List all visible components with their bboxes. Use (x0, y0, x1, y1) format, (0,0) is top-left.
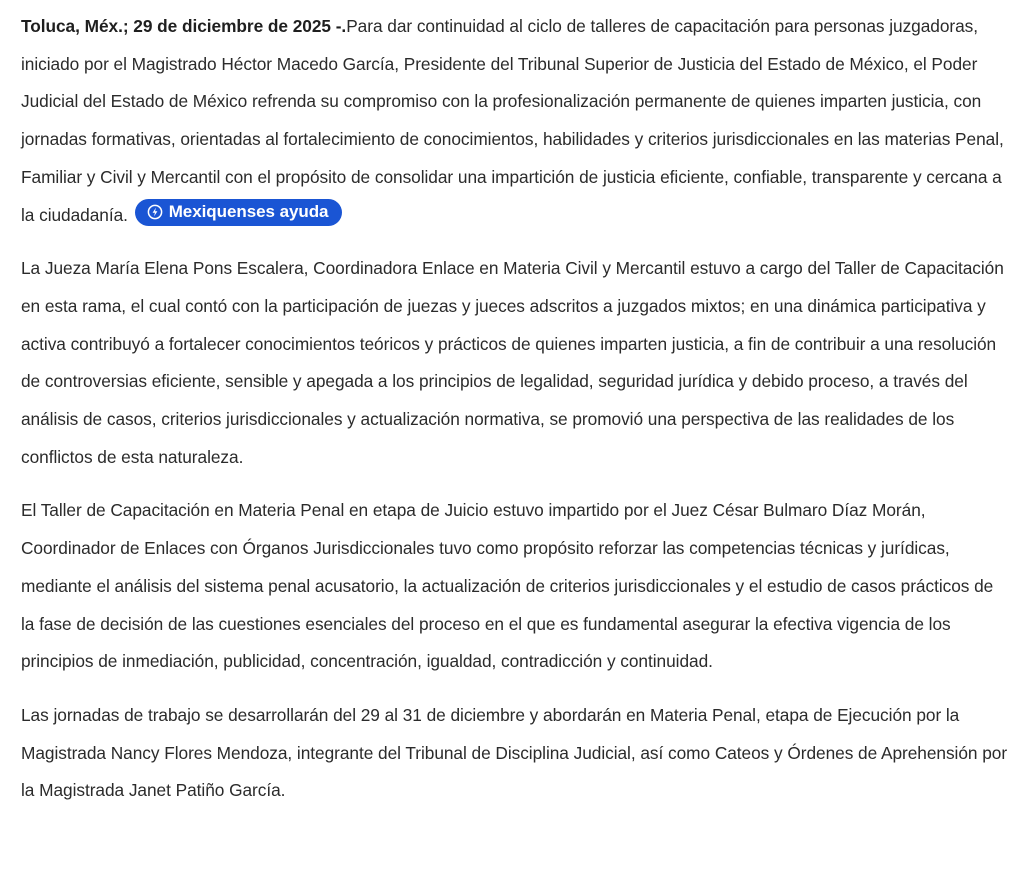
article-paragraph-1 (21, 8, 1010, 234)
mexiquenses-ayuda-button[interactable] (135, 199, 343, 226)
dateline: Toluca, Méx.; 29 de diciembre de 2025 -. (21, 16, 347, 36)
article-paragraph-3: El Taller de Capacitación en Materia Penal en etapa de Juicio estuvo impartido por el Juez César Bulmaro Díaz Morán, Coordinador de Enlaces con Órganos Jurisdiccionales tuvo como propósito reforzar las competencias técnicas y jurídicas, mediante el análisis del sistema penal acusatorio, la actualización de criterios jurisdiccionales y el estudio de casos prácticos de la fase de decisión de las cuestiones esenciales del proceso en el que es fundamental asegurar la efectiva vigencia de los principios de inmediación, publicidad, concentración, igualdad, contradicción y continuidad. (21, 500, 994, 672)
article-paragraph-4: Las jornadas de trabajo se desarrollarán del 29 al 31 de diciembre y abordarán en Materia Penal, etapa de Ejecución por la Magistrada Nancy Flores Mendoza, integrante del Tribunal de Disciplina Judicial, así como Cateos y Órdenes de Aprehensión por la Magistrada Janet Patiño García. (21, 704, 1008, 801)
paragraph-text: Para dar continuidad al ciclo de talleres de capacitación para personas juzgadoras, iniciado por el Magistrado Héctor Macedo García, Presidente del Tribunal Superior de Justicia del Estado de México, el Poder Judicial del Estado de México refrenda su compromiso con la profesionalización permanente de quienes imparten justicia, con jornadas formativas, orientadas al fortalecimiento de conocimientos, habilidades y criterios jurisdiccionales en las materias Penal, Familiar y Civil y Mercantil con el propósito de consolidar una impartición de justicia eficiente, confiable, transparente y cercana a la ciudadanía. (21, 16, 1004, 225)
badge-label: Mexiquenses ayuda (168, 201, 329, 221)
lightning-circle-icon (147, 204, 163, 220)
article-paragraph-2: La Jueza María Elena Pons Escalera, Coordinadora Enlace en Materia Civil y Mercantil estuvo a cargo del Taller de Capacitación en esta rama, el cual contó con la participación de juezas y jueces adscritos a juzgados mixtos; en una dinámica participativa y activa contribuyó a fortalecer conocimientos teóricos y prácticos de quienes imparten justicia, a fin de contribuir a una resolución de controversias eficiente, sensible y apegada a los principios de legalidad, seguridad jurídica y debido proceso, a través del análisis de casos, criterios jurisdiccionales y actualización normativa, se promovió una perspectiva de las realidades de los conflictos de esta naturaleza. (21, 258, 1004, 467)
